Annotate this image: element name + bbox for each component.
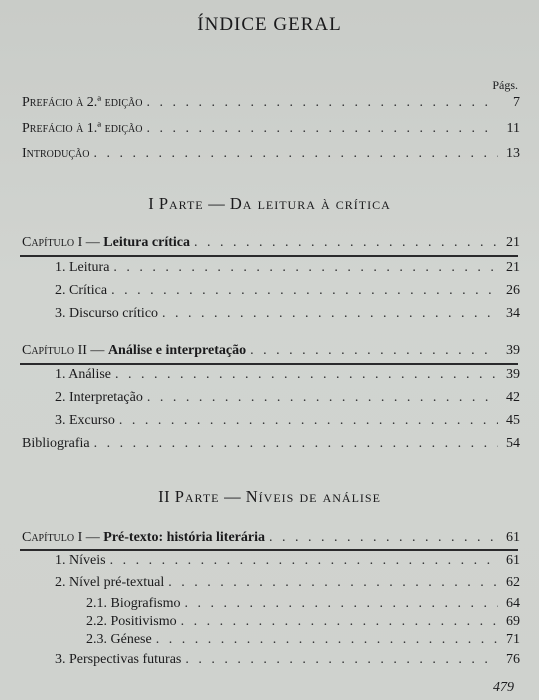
leader-dots [146,95,498,111]
toc-entry[interactable] [55,390,520,406]
part-numeral: II [158,487,171,506]
entry-page: 13 [506,146,520,161]
toc-entry-introduction[interactable] [22,146,520,162]
entry-page: 7 [513,95,520,110]
entry-label: 2. Nível pré-textual [55,575,165,590]
toc-entry[interactable] [55,553,520,569]
leader-dots [146,121,498,137]
entry-page: 39 [506,343,520,358]
toc-entry[interactable] [55,260,520,276]
part-dash: — [203,194,230,213]
entry-page: 76 [506,652,520,667]
entry-page: 62 [506,575,520,590]
toc-entry[interactable] [86,632,520,648]
leader-dots [115,367,498,383]
page-number: 479 [493,680,514,695]
part-name: Níveis de análise [245,487,381,506]
leader-dots [93,146,498,162]
entry-page: 61 [506,553,520,568]
chapter-name: Análise e interpretação [107,343,247,358]
leader-dots [168,575,498,591]
entry-page: 61 [506,530,520,545]
leader-dots [111,283,498,299]
chapter-title [22,235,190,251]
entry-page: 71 [506,632,520,647]
entry-page: 34 [506,306,520,321]
index-title: ÍNDICE GERAL [197,14,342,35]
toc-entry[interactable] [86,614,520,630]
entry-page: 11 [506,121,520,136]
chapter-prefix: Capítulo I — [22,530,100,545]
chapter-title [22,530,265,546]
leader-dots [269,530,498,546]
entry-label: 3. Discurso crítico [55,306,159,321]
leader-dots [185,596,499,612]
part-word: Parte [158,194,204,213]
entry-label: Prefácio à 2.ª edição [22,95,143,110]
entry-page: 21 [506,235,520,250]
chapter-prefix: Capítulo II — [22,343,105,358]
toc-entry[interactable] [55,413,520,429]
entry-page: 45 [506,413,520,428]
toc-chapter-1-part-2[interactable] [22,530,520,546]
entry-label: 2.1. Biografismo [86,596,181,611]
toc-chapter-1[interactable] [22,235,520,251]
leader-dots [250,343,498,359]
toc-entry-bibliography[interactable] [22,436,520,452]
entry-page: 42 [506,390,520,405]
entry-label: Bibliografia [22,436,90,451]
entry-label: 3. Perspectivas futuras [55,652,182,667]
divider-rule [20,255,518,257]
chapter-name: Pré-texto: história literária [103,530,265,545]
leader-dots [147,390,498,406]
entry-label: 1. Análise [55,367,111,382]
entry-label: 1. Leitura [55,260,110,275]
leader-dots [162,306,498,322]
leader-dots [185,652,498,668]
entry-label: 2.3. Génese [86,632,152,647]
toc-entry-preface-1[interactable] [22,121,520,137]
part-name: Da leitura à crítica [229,194,391,213]
leader-dots [156,632,498,648]
toc-chapter-2[interactable] [22,343,520,359]
part-1-heading [0,194,539,214]
entry-page: 39 [506,367,520,382]
divider-rule [20,549,518,551]
leader-dots [181,614,498,630]
entry-page: 54 [506,436,520,451]
entry-page: 21 [506,260,520,275]
toc-entry[interactable] [55,306,520,322]
entry-label: 2.2. Positivismo [86,614,177,629]
part-dash: — [219,487,246,506]
toc-entry-preface-2[interactable] [22,95,520,111]
divider-rule [20,363,518,365]
pages-column-label: Págs. [492,78,518,92]
entry-page: 26 [506,283,520,298]
toc-entry[interactable] [55,367,520,383]
chapter-prefix: Capítulo I — [22,235,100,250]
entry-label: 2. Crítica [55,283,108,298]
leader-dots [194,235,498,251]
entry-label: 2. Interpretação [55,390,143,405]
part-word: Parte [174,487,220,506]
leader-dots [119,413,498,429]
toc-entry[interactable] [55,283,520,299]
leader-dots [110,553,498,569]
entry-page: 69 [506,614,520,629]
entry-label: 3. Excurso [55,413,115,428]
chapter-title [22,343,246,359]
part-numeral: I [148,194,155,213]
entry-label: 1. Níveis [55,553,106,568]
toc-entry[interactable] [86,596,520,612]
part-2-heading [0,487,539,507]
toc-entry[interactable] [55,652,520,668]
leader-dots [94,436,498,452]
entry-label: Prefácio à 1.ª edição [22,121,143,136]
entry-page: 64 [506,596,520,611]
toc-entry[interactable] [55,575,520,591]
leader-dots [113,260,498,276]
chapter-name: Leitura crítica [103,235,190,250]
entry-label: Introdução [22,146,90,161]
